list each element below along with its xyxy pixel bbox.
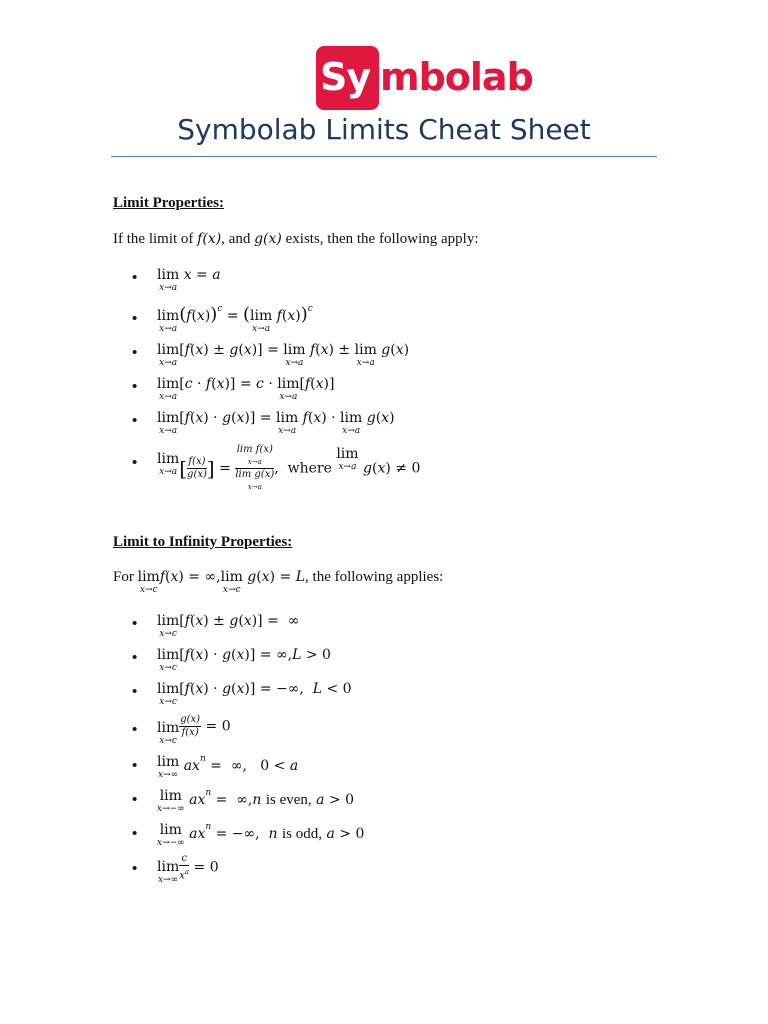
bullet: •: [132, 683, 138, 700]
intro-f: f(x): [197, 231, 222, 247]
infinity-property-item: lim x→−∞ $ax^n$ = −∞, n is odd, a > 0: [157, 822, 365, 848]
intro-text: exists, then the following apply:: [281, 231, 479, 247]
limit-property-item: lim x→a [ $\frac{f(x)}{g(x)}$ ] = lim f(x) x→a lim g(x) x→a , where lim x→a g(x) ≠ 0: [157, 444, 421, 491]
bullet: •: [132, 269, 138, 286]
bullet: •: [132, 860, 138, 877]
infinity-property-item: lim x→c [f(x) ± g(x)] = ∞: [157, 613, 300, 639]
limit-infinity-heading: Limit to Infinity Properties:: [113, 534, 293, 550]
limit-property-item: lim x→a [f(x) · g(x)] = lim x→a f(x) · lim x→a g(x): [157, 410, 395, 436]
where-text: where: [287, 460, 332, 477]
infinity-property-item: lim x→c $\frac{g(x)}{f(x)}$ = 0: [157, 714, 231, 746]
limit-property-item: lim x→a [c · f(x)] = c · lim x→a [f(x)]: [157, 376, 335, 402]
infinity-property-item: lim x→c [f(x) · g(x)] = −∞, L < 0: [157, 681, 352, 707]
even-text: is even,: [265, 792, 312, 808]
intro-text: , and: [221, 231, 255, 247]
page-title: Symbolab Limits Cheat Sheet: [177, 113, 591, 146]
limit-properties-intro: [113, 231, 479, 248]
bullet: •: [132, 721, 138, 738]
bullet: •: [132, 378, 138, 395]
bullet: •: [132, 454, 138, 471]
limit-infinity-intro: For lim x→c f(x) = ∞, lim x→c g(x) = L, the following applies:: [113, 569, 444, 595]
infinity-property-item: lim x→−∞ $ax^n = \infty,n$ is even, a > 0: [157, 788, 355, 814]
logo-sy-text: Sy: [320, 55, 371, 99]
intro-text: For: [113, 569, 138, 585]
bullet: •: [132, 649, 138, 666]
infinity-property-item: lim x→c [f(x) · g(x)] = ∞,L > 0: [157, 647, 331, 673]
limit-properties-heading: Limit Properties:: [113, 195, 224, 211]
intro-text: , the following applies:: [305, 569, 444, 585]
bullet: •: [132, 344, 138, 361]
infinity-property-item: lim x→∞ $\frac{c}{x^a}$ = 0: [157, 853, 219, 885]
odd-text: is odd,: [282, 826, 323, 842]
limit-property-item: lim x→a $(f(x))^c$ = ( lim x→a f(x))$^c$: [157, 304, 313, 334]
logo-rest-text: mbolab: [380, 55, 533, 99]
bullet: •: [132, 412, 138, 429]
bullet: •: [132, 757, 138, 774]
title-divider: [111, 156, 657, 157]
bullet: •: [132, 791, 138, 808]
bullet: •: [132, 615, 138, 632]
intro-text: If the limit of: [113, 231, 198, 247]
limit-property-item: lim x→a x = a: [157, 267, 221, 293]
bullet: •: [132, 825, 138, 842]
limit-property-item: lim x→a [f(x) ± g(x)] = lim x→a f(x) ± lim x→a g(x): [157, 342, 410, 368]
infinity-property-item: lim x→∞ $ax^n$ = ∞, 0 < a: [157, 754, 299, 780]
bullet: •: [132, 310, 138, 327]
intro-g: g(x): [254, 231, 282, 247]
symbolab-logo: [316, 46, 533, 110]
